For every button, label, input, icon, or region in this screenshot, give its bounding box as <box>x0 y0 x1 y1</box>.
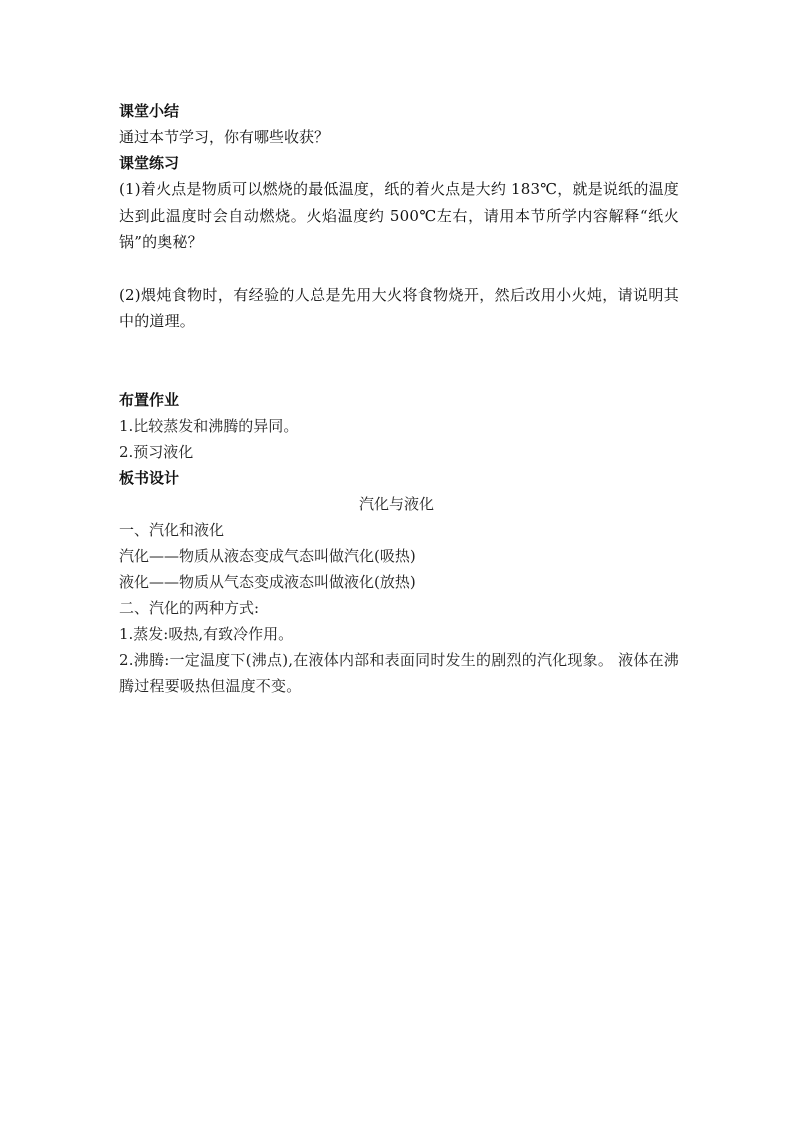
board-section-2: 二、汽化的两种方式: <box>119 598 260 617</box>
board-evaporation: 1.蒸发:吸热,有致冷作用。 <box>119 624 294 643</box>
practice-item-2: (2)煨炖食物时，有经验的人总是先用大火将食物烧开，然后改用小火炖，请说明其中的道理。 <box>119 285 679 330</box>
spacer <box>119 335 679 387</box>
board-boiling: 2.沸腾:一定温度下(沸点),在液体内部和表面同时发生的剧烈的汽化现象。 液体在沸腾过程要吸热但温度不变。 <box>119 650 679 695</box>
board-liquefaction: 液化——物质从气态变成液态叫做液化(放热) <box>119 572 416 591</box>
homework-item-2: 2.预习液化 <box>119 442 194 461</box>
summary-heading: 课堂小结 <box>119 102 180 120</box>
document-page <box>119 98 679 700</box>
homework-item-1: 1.比较蒸发和沸腾的异同。 <box>119 416 299 435</box>
practice-heading: 课堂练习 <box>119 154 180 172</box>
practice-item-1: (1)着火点是物质可以燃烧的最低温度，纸的着火点是大约 183℃，就是说纸的温度达到此温度时会自动燃烧。火焰温度约 500℃左右，请用本节所学内容解释“纸火锅”的奥秘？ <box>119 180 679 251</box>
board-heading: 板书设计 <box>119 468 180 487</box>
summary-question: 通过本节学习，你有哪些收获？ <box>119 128 330 146</box>
board-vaporization: 汽化——物质从液态变成气态叫做汽化(吸热) <box>119 546 416 565</box>
board-section-1: 一、汽化和液化 <box>119 520 225 539</box>
spacer <box>119 256 679 282</box>
board-title: 汽化与液化 <box>358 494 434 513</box>
homework-heading: 布置作业 <box>119 390 180 409</box>
